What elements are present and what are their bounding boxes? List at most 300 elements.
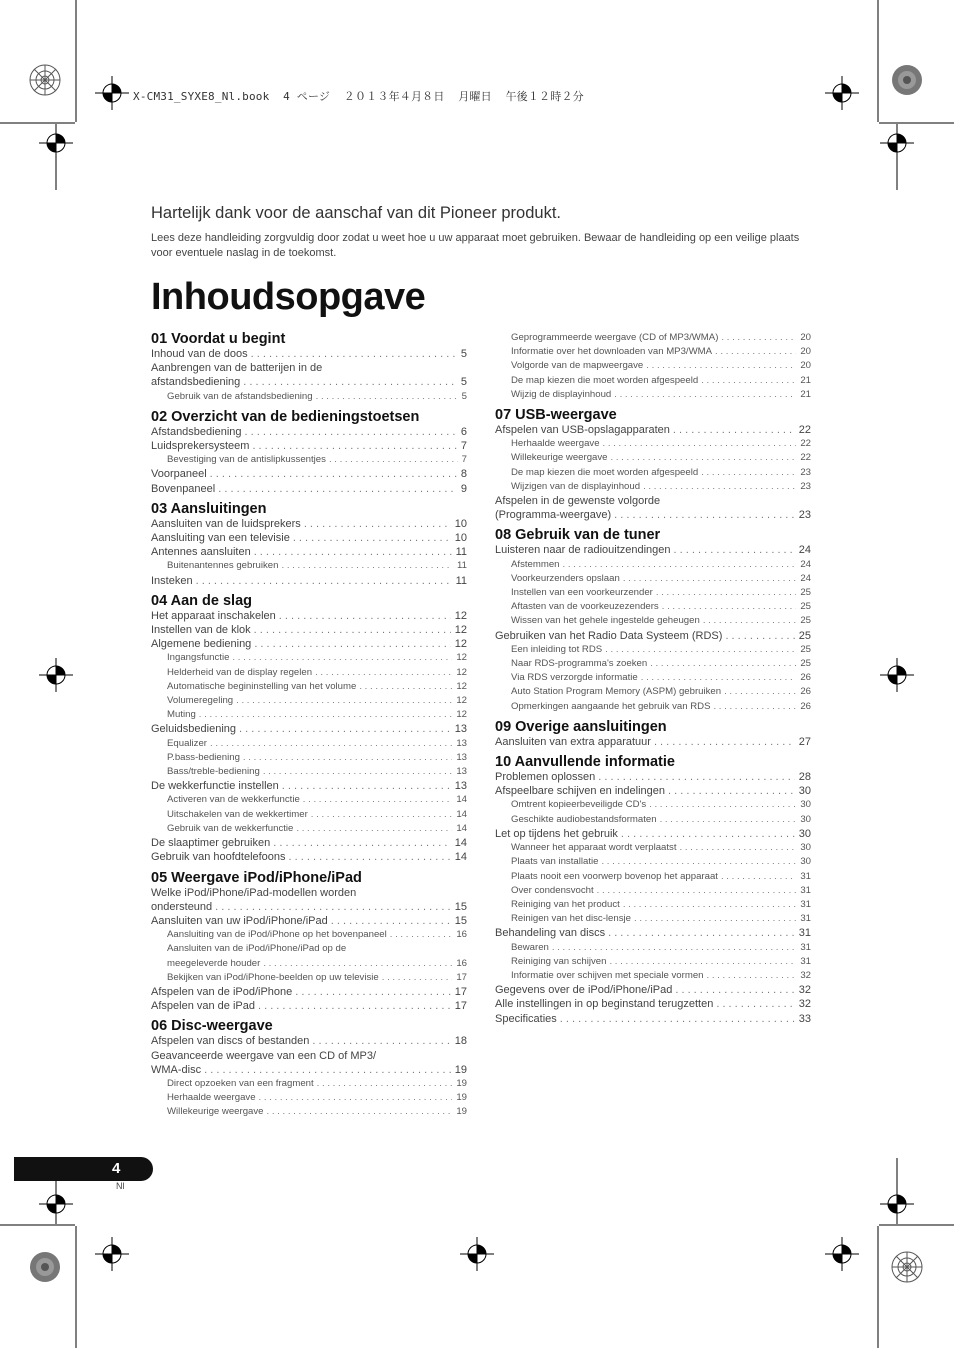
toc-leader-dots (251, 347, 457, 361)
toc-entry-page: 11 (457, 560, 467, 572)
toc-leader-dots (660, 813, 797, 827)
toc-entry-label: P.bass-bediening (167, 751, 240, 763)
toc-entry[interactable] (151, 957, 467, 971)
toc-entry-label: Informatie over het downloaden van MP3/WMA (511, 346, 713, 358)
toc-entry-label: Omtrent kopieerbeveiligde CD's (511, 799, 647, 811)
toc-entry-page: 31 (800, 955, 811, 967)
toc-leader-dots (601, 855, 796, 869)
toc-entry-page: 12 (454, 609, 467, 622)
toc-entry[interactable] (151, 886, 467, 900)
toc-entry[interactable] (151, 914, 467, 928)
toc-leader-dots (258, 999, 451, 1013)
toc-entry-label: Plaats van installatie (511, 856, 599, 868)
toc-leader-dots (715, 345, 796, 359)
toc-leader-dots (243, 751, 452, 765)
toc-leader-dots (654, 735, 795, 749)
toc-entry-label: Voorpaneel (151, 468, 207, 481)
toc-entry[interactable] (495, 643, 811, 657)
toc-entry-label: Bewaren (511, 941, 549, 953)
toc-entry[interactable] (151, 928, 467, 942)
toc-entry[interactable] (151, 545, 467, 559)
toc-leader-dots (621, 827, 795, 841)
toc-entry[interactable] (495, 955, 811, 969)
toc-entry-page: 27 (798, 735, 811, 748)
toc-entry-label: Aansluiten van uw iPod/iPhone/iPad (151, 914, 328, 927)
toc-entry-label: Automatische begininstelling van het volume (167, 680, 357, 692)
toc-entry-label: Muting (167, 709, 196, 721)
toc-entry-label: Buitenantennes gebruiken (167, 560, 279, 572)
toc-section-heading: 04 Aan de slag (151, 592, 253, 609)
toc-entry-label: Gebruik van hoofdtelefoons (151, 851, 286, 864)
star-target-icon (892, 1252, 922, 1282)
toc-entry-page: 24 (800, 572, 811, 584)
toc-entry[interactable] (495, 912, 811, 926)
toc-section-heading: 07 USB-weergave (495, 407, 617, 424)
toc-leader-dots (259, 1091, 453, 1105)
toc-entry-label: Informatie over schijven met speciale vormen (511, 969, 704, 981)
toc-leader-dots (289, 850, 451, 864)
toc-entry[interactable] (495, 423, 811, 437)
toc-entry-page: 18 (454, 1035, 467, 1048)
toc-entry-page: 31 (800, 941, 811, 953)
toc-entry-page: 26 (800, 700, 811, 712)
toc-entry-page: 30 (800, 856, 811, 868)
toc-entry[interactable] (495, 600, 811, 614)
toc-entry-page: 33 (798, 1012, 811, 1025)
toc-leader-dots (243, 375, 457, 389)
toc-entry[interactable] (495, 1012, 811, 1026)
toc-entry-label: Problemen oplossen (495, 771, 596, 784)
toc-entry-page: 28 (798, 771, 811, 784)
toc-section-heading: 05 Weergave iPod/iPhone/iPad (151, 869, 362, 886)
toc-entry-page: 25 (798, 629, 811, 642)
toc-entry[interactable] (151, 985, 467, 999)
toc-entry-label: Aansluiten van extra apparatuur (495, 735, 651, 748)
toc-entry-page: 30 (798, 785, 811, 798)
toc-leader-dots (716, 997, 794, 1011)
toc-entry-label: Algemene bediening (151, 638, 252, 651)
toc-entry-label: Helderheid van de display regelen (167, 666, 313, 678)
star-target-icon (30, 65, 60, 95)
toc-entry-page: 25 (800, 587, 811, 599)
toc-leader-dots (254, 623, 451, 637)
toc-leader-dots (552, 941, 796, 955)
toc-leader-dots (317, 1077, 453, 1091)
toc-entry-label: Aansluiting van de iPod/iPhone op het bovenpaneel (167, 929, 387, 941)
toc-entry[interactable] (495, 451, 811, 465)
toc-entry[interactable] (151, 482, 467, 496)
toc-entry-page: 19 (456, 1092, 467, 1104)
toc-entry[interactable] (495, 983, 811, 997)
toc-right-column (495, 331, 811, 1031)
toc-entry[interactable] (151, 390, 467, 404)
toc-entry-label: Afspeelbare schijven en indelingen (495, 785, 666, 798)
toc-entry[interactable] (495, 855, 811, 869)
toc-entry-page: 32 (798, 984, 811, 997)
toc-leader-dots (210, 737, 452, 751)
toc-entry-label: Over condensvocht (511, 884, 594, 896)
toc-entry-page: 30 (800, 799, 811, 811)
toc-entry[interactable] (495, 784, 811, 798)
toc-entry-page: 15 (454, 900, 467, 913)
toc-entry-label: Opmerkingen aangaande het gebruik van RDS (511, 700, 711, 712)
toc-leader-dots (293, 531, 451, 545)
toc-leader-dots (232, 651, 452, 665)
toc-entry-label: Via RDS verzorgde informatie (511, 672, 638, 684)
page-number-tab (14, 1157, 153, 1181)
toc-entry-page: 10 (454, 517, 467, 530)
toc-leader-dots (273, 836, 451, 850)
toc-section (495, 719, 811, 749)
toc-entry-page: 12 (456, 695, 467, 707)
toc-entry-label: Gegevens over de iPod/iPhone/iPad (495, 984, 673, 997)
toc-leader-dots (296, 822, 452, 836)
toc-entry-label: Ingangsfunctie (167, 652, 230, 664)
toc-entry[interactable] (151, 737, 467, 751)
toc-entry[interactable] (151, 971, 467, 985)
toc-leader-dots (605, 643, 796, 657)
toc-entry-page: 22 (798, 424, 811, 437)
toc-entry-label: Herhaalde weergave (511, 438, 600, 450)
toc-entry-page: 13 (456, 751, 467, 763)
toc-entry[interactable] (495, 700, 811, 714)
page-language: Nl (116, 1181, 125, 1191)
toc-entry[interactable] (495, 345, 811, 359)
toc-entry[interactable] (495, 437, 811, 451)
toc-entry-label: Afspelen van de iPod/iPhone (151, 985, 293, 998)
toc-entry-page: 20 (800, 346, 811, 358)
toc-entry-page: 31 (800, 884, 811, 896)
toc-entry-label: De map kiezen die moet worden afgespeeld (511, 374, 699, 386)
toc-entry[interactable] (495, 494, 811, 508)
toc-entry-label: (Programma-weergave) (495, 509, 612, 522)
toc-entry-page: 12 (454, 624, 467, 637)
toc-entry[interactable] (495, 798, 811, 812)
page-title: Inhoudsopgave (151, 276, 426, 318)
toc-entry[interactable] (151, 347, 467, 361)
toc-entry-label: Afstemmen (511, 558, 560, 570)
toc-entry-page: 31 (800, 913, 811, 925)
toc-entry[interactable] (151, 836, 467, 850)
toc-entry[interactable] (151, 453, 467, 467)
toc-entry-page: 14 (454, 837, 467, 850)
toc-leader-dots (611, 451, 797, 465)
toc-entry-page: 17 (454, 1000, 467, 1013)
toc-leader-dots (623, 572, 797, 586)
toc-entry[interactable] (151, 375, 467, 389)
toc-entry-label: Reiniging van het product (511, 898, 620, 910)
toc-entry[interactable] (151, 517, 467, 531)
toc-entry-page: 25 (800, 643, 811, 655)
toc-leader-dots (713, 700, 796, 714)
toc-leader-dots (312, 1034, 450, 1048)
toc-leader-dots (643, 480, 796, 494)
toc-entry-page: 12 (456, 666, 467, 678)
toc-entry-label: De wekkerfunctie instellen (151, 780, 279, 793)
toc-leader-dots (608, 926, 795, 940)
toc-leader-dots (560, 1012, 795, 1026)
toc-entry[interactable] (151, 1063, 467, 1077)
toc-entry-label: Behandeling van discs (495, 927, 606, 940)
toc-entry[interactable] (151, 942, 467, 956)
toc-entry-label: Gebruik van de afstandsbediening (167, 390, 313, 402)
intro-title: Hartelijk dank voor de aanschaf van dit Pioneer produkt. (151, 204, 561, 222)
toc-entry-label: Voorkeurzenders opslaan (511, 572, 620, 584)
toc-leader-dots (646, 359, 796, 373)
toc-entry[interactable] (151, 559, 467, 573)
toc-entry-label: Naar RDS-programma's zoeken (511, 658, 648, 670)
toc-leader-dots (674, 543, 795, 557)
toc-entry[interactable] (495, 827, 811, 841)
toc-entry[interactable] (151, 467, 467, 481)
toc-entry[interactable] (495, 586, 811, 600)
toc-entry-page: 9 (460, 482, 467, 495)
toc-entry[interactable] (151, 680, 467, 694)
toc-entry[interactable] (151, 637, 467, 651)
toc-entry-page: 21 (800, 374, 811, 386)
toc-leader-dots (281, 559, 453, 573)
toc-entry[interactable] (151, 609, 467, 623)
toc-leader-dots (210, 467, 457, 481)
toc-entry[interactable] (495, 388, 811, 402)
toc-entry-label: Wissen van het gehele ingestelde geheugen (511, 615, 700, 627)
toc-leader-dots (282, 779, 451, 793)
toc-leader-dots (598, 770, 794, 784)
toc-leader-dots (563, 558, 797, 572)
toc-entry[interactable] (495, 466, 811, 480)
toc-entry[interactable] (495, 841, 811, 855)
toc-entry-page: 30 (800, 842, 811, 854)
toc-entry[interactable] (151, 361, 467, 375)
toc-entry[interactable] (151, 1105, 467, 1119)
toc-leader-dots (196, 574, 452, 588)
toc-section-heading: 08 Gebruik van de tuner (495, 527, 661, 544)
toc-entry-page: 13 (454, 723, 467, 736)
toc-entry-page: 12 (456, 709, 467, 721)
toc-entry[interactable] (151, 808, 467, 822)
toc-entry[interactable] (151, 751, 467, 765)
toc-entry-label: afstandsbediening (151, 376, 241, 389)
toc-leader-dots (603, 437, 797, 451)
toc-entry[interactable] (151, 439, 467, 453)
toc-entry[interactable] (495, 898, 811, 912)
toc-entry-label: Wanneer het apparaat wordt verplaatst (511, 842, 677, 854)
toc-section (151, 409, 467, 496)
toc-entry[interactable] (151, 531, 467, 545)
toc-leader-dots (721, 331, 796, 345)
toc-entry-label: De slaaptimer gebruiken (151, 837, 271, 850)
toc-entry-page: 10 (454, 532, 467, 545)
toc-entry-label: Geschikte audiobestandsformaten (511, 813, 657, 825)
toc-entry-label: Bovenpaneel (151, 482, 216, 495)
toc-entry[interactable] (495, 543, 811, 557)
toc-entry[interactable] (495, 671, 811, 685)
toc-entry-page: 16 (456, 957, 467, 969)
toc-entry[interactable] (151, 793, 467, 807)
toc-entry-page: 5 (460, 376, 467, 389)
toc-entry[interactable] (151, 574, 467, 588)
toc-entry[interactable] (495, 572, 811, 586)
toc-entry[interactable] (151, 779, 467, 793)
toc-section-heading: 10 Aanvullende informatie (495, 754, 675, 771)
color-target-icon (892, 65, 922, 95)
toc-entry-page: 30 (798, 827, 811, 840)
toc-entry[interactable] (495, 870, 811, 884)
toc-entry-page: 32 (798, 998, 811, 1011)
toc-entry[interactable] (151, 850, 467, 864)
toc-leader-dots (236, 694, 452, 708)
toc-entry-label: Let op tijdens het gebruik (495, 827, 618, 840)
toc-left-column (151, 331, 467, 1125)
toc-entry[interactable] (495, 813, 811, 827)
toc-entry-label: ondersteund (151, 900, 213, 913)
toc-entry-label: Afstandsbediening (151, 425, 242, 438)
toc-entry-page: 11 (455, 574, 467, 587)
toc-entry[interactable] (151, 765, 467, 779)
toc-entry-label: Bass/treble-bediening (167, 766, 260, 778)
toc-entry-page: 14 (456, 822, 467, 834)
toc-entry[interactable] (151, 999, 467, 1013)
toc-entry[interactable] (151, 708, 467, 722)
toc-entry-label: Equalizer (167, 737, 207, 749)
toc-entry-label: Gebruik van de wekkerfunctie (167, 822, 294, 834)
toc-entry[interactable] (495, 884, 811, 898)
toc-entry-page: 24 (798, 544, 811, 557)
toc-entry[interactable] (151, 651, 467, 665)
toc-entry-page: 19 (456, 1077, 467, 1089)
toc-leader-dots (295, 985, 450, 999)
toc-leader-dots (252, 439, 456, 453)
toc-entry-label: Luisteren naar de radiouitzendingen (495, 544, 671, 557)
toc-leader-dots (623, 898, 797, 912)
toc-entry-page: 23 (800, 480, 811, 492)
toc-entry-page: 8 (460, 468, 467, 481)
toc-entry[interactable] (495, 359, 811, 373)
toc-leader-dots (656, 586, 796, 600)
toc-entry-label: Geprogrammeerde weergave (CD of MP3/WMA) (511, 332, 719, 343)
toc-entry-page: 25 (800, 658, 811, 670)
toc-entry-page: 20 (800, 332, 811, 343)
toc-entry-page: 16 (456, 929, 467, 941)
toc-entry-label: Instellen van een voorkeurzender (511, 587, 653, 599)
toc-entry[interactable] (151, 425, 467, 439)
toc-entry-label: Afspelen van de iPad (151, 1000, 255, 1013)
toc-leader-dots (267, 1105, 453, 1119)
toc-entry-label: Een inleiding tot RDS (511, 643, 603, 655)
toc-section-heading: 02 Overzicht van de bedieningstoetsen (151, 408, 420, 425)
toc-entry[interactable] (495, 997, 811, 1011)
toc-leader-dots (263, 957, 452, 971)
toc-entry[interactable] (495, 614, 811, 628)
toc-entry[interactable] (151, 722, 467, 736)
toc-entry[interactable] (151, 1049, 467, 1063)
toc-entry[interactable] (495, 926, 811, 940)
toc-leader-dots (390, 928, 453, 942)
toc-entry-label: Aanbrengen van de batterijen in de (151, 362, 323, 375)
toc-entry[interactable] (495, 735, 811, 749)
toc-entry[interactable] (151, 822, 467, 836)
toc-entry-page: 12 (456, 680, 467, 692)
toc-leader-dots (649, 798, 796, 812)
toc-entry-label: Volumeregeling (167, 695, 234, 707)
toc-entry-label: WMA-disc (151, 1063, 202, 1076)
toc-entry-page: 30 (800, 813, 811, 825)
toc-entry-page: 14 (456, 794, 467, 806)
toc-entry-page: 17 (456, 971, 467, 983)
toc-entry[interactable] (495, 331, 811, 345)
toc-entry[interactable] (151, 1034, 467, 1048)
toc-leader-dots (641, 671, 797, 685)
toc-entry[interactable] (495, 558, 811, 572)
toc-leader-dots (650, 657, 796, 671)
toc-entry[interactable] (151, 1091, 467, 1105)
toc-entry-page: 7 (460, 440, 467, 453)
toc-entry-page: 12 (456, 652, 467, 664)
toc-entry-label: Alle instellingen in op beginstand terugzetten (495, 998, 714, 1011)
toc-entry[interactable] (495, 969, 811, 983)
toc-entry-label: Gebruiken van het Radio Data Systeem (RDS) (495, 629, 723, 642)
toc-entry-page: 5 (461, 390, 467, 402)
toc-entry[interactable] (495, 657, 811, 671)
toc-entry[interactable] (495, 770, 811, 784)
toc-leader-dots (724, 685, 796, 699)
toc-leader-dots (680, 841, 797, 855)
toc-section-heading: 03 Aansluitingen (151, 500, 267, 517)
toc-entry-page: 17 (454, 985, 467, 998)
toc-section (151, 870, 467, 1014)
toc-entry-page: 6 (460, 425, 467, 438)
toc-entry[interactable] (151, 666, 467, 680)
toc-section (495, 527, 811, 713)
toc-entry[interactable] (151, 900, 467, 914)
toc-entry-page: 32 (800, 969, 811, 981)
toc-entry-label: Auto Station Program Memory (ASPM) gebruiken (511, 686, 722, 698)
toc-leader-dots (703, 614, 797, 628)
toc-leader-dots (215, 900, 451, 914)
toc-entry-page: 23 (798, 509, 811, 522)
toc-entry-label: Aansluiting van een televisie (151, 532, 290, 545)
toc-entry-page: 13 (456, 737, 467, 749)
toc-entry[interactable] (495, 480, 811, 494)
toc-entry-page: 19 (454, 1063, 467, 1076)
toc-entry[interactable] (151, 1077, 467, 1091)
toc-entry[interactable] (495, 685, 811, 699)
toc-entry[interactable] (151, 623, 467, 637)
toc-entry-page: 25 (800, 601, 811, 613)
toc-leader-dots (315, 666, 452, 680)
toc-leader-dots (359, 680, 452, 694)
toc-entry[interactable] (495, 941, 811, 955)
toc-entry[interactable] (495, 629, 811, 643)
toc-entry-page: 31 (800, 870, 811, 882)
toc-leader-dots (614, 388, 796, 402)
toc-entry[interactable] (495, 508, 811, 522)
toc-entry-page: 23 (800, 466, 811, 478)
toc-leader-dots (204, 1063, 451, 1077)
toc-leader-dots (329, 453, 458, 467)
toc-entry[interactable] (151, 694, 467, 708)
toc-entry-label: Luidsprekersysteem (151, 440, 250, 453)
toc-section-heading: 06 Disc-weergave (151, 1018, 273, 1035)
toc-leader-dots (668, 784, 795, 798)
toc-entry-label: Willekeurige weergave (511, 452, 608, 464)
page-number: 4 (112, 1160, 121, 1177)
toc-leader-dots (311, 808, 453, 822)
toc-entry-label: Aansluiten van de luidsprekers (151, 517, 301, 530)
toc-leader-dots (279, 609, 451, 623)
toc-entry-label: Geavanceerde weergave van een CD of MP3/ (151, 1049, 377, 1062)
toc-entry[interactable] (495, 374, 811, 388)
